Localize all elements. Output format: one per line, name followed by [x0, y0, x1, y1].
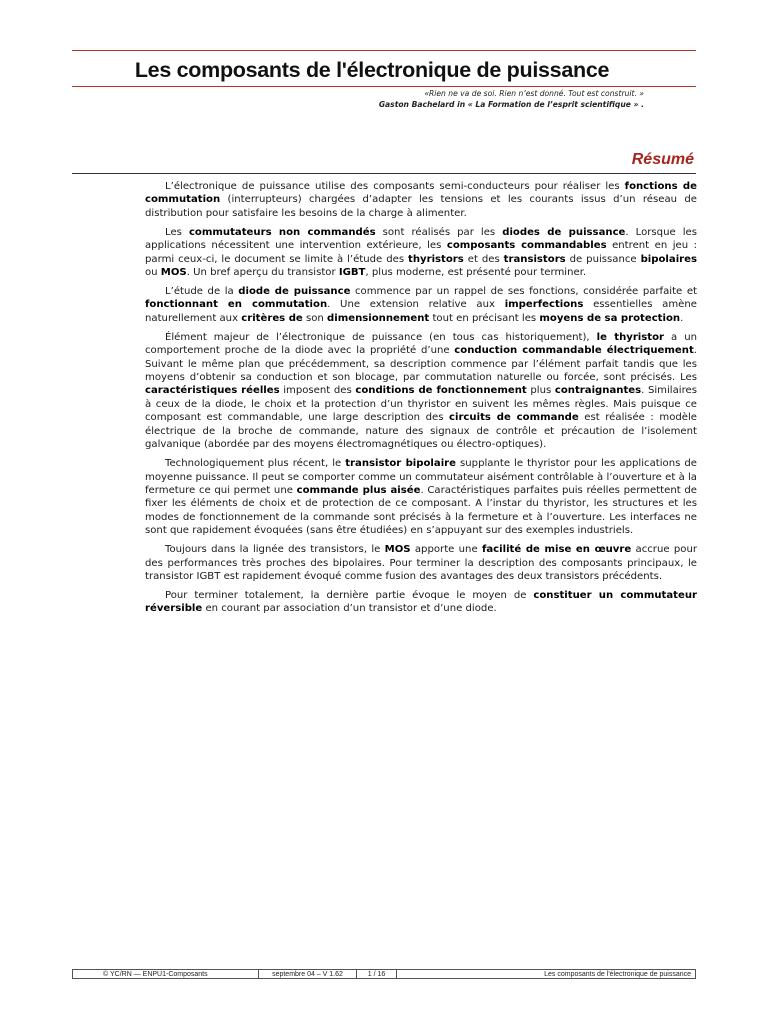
text-run: plus [526, 385, 555, 397]
bold-term: commutateurs non commandés [188, 226, 376, 238]
text-run: . Lorsque les applications nécessitent une intervention extérieure, les [145, 226, 698, 252]
text-run: . Un bref aperçu du transistor [186, 267, 339, 279]
paragraph [145, 331, 697, 452]
bold-term: transistors [503, 253, 566, 265]
bold-term: conduction commandable électriquement [454, 345, 694, 357]
epigraph-quote: «Rien ne va de soi. Rien n’est donné. Tout est construit. » [424, 89, 644, 98]
footer-version: septembre 04 – V 1.62 [259, 970, 357, 978]
text-run: , plus moderne, est présenté pour terminer. [365, 267, 587, 279]
bold-term: contraignantes [554, 385, 642, 397]
text-run: Élément majeur de l’électronique de puissance (en tous cas historiquement), [165, 331, 597, 343]
text-run: et des [463, 253, 504, 265]
bold-term: IGBT [338, 267, 366, 279]
page-footer [72, 969, 696, 979]
bold-term: transistor bipolaire [345, 458, 456, 470]
text-run: imposent des [279, 385, 356, 397]
page-title: Les composants de l'électronique de puissance [134, 58, 610, 82]
abstract-body [145, 180, 697, 621]
text-run: Technologiquement plus récent, le [165, 458, 346, 470]
text-run: ou [145, 267, 161, 279]
bold-term: MOS [384, 544, 411, 556]
bold-term: conditions de fonctionnement [355, 385, 527, 397]
text-run: Pour terminer totalement, la dernière partie évoque le moyen de [165, 589, 534, 601]
text-run: entrent en jeu : parmi ceux-ci, le document se limite à l’étude des [145, 240, 697, 265]
bold-term: bipolaires [640, 253, 697, 265]
text-run: L’électronique de puissance utilise des composants semi-conducteurs pour réaliser les [165, 181, 625, 192]
bold-term: MOS [160, 267, 187, 279]
header-top-rule [72, 50, 696, 51]
paragraph [145, 589, 697, 616]
bold-term: critères de [241, 312, 303, 324]
paragraph [145, 226, 697, 280]
text-run: son [302, 312, 328, 324]
text-run: . Caractéristiques parfaites puis réelles permettent de fixer les éléments de choix et de protection de ce composant. A l’instar du thyristor, les structures et les modes de fonctionnement de la commande sont précisés à la fermeture et à l’ouverture. Les interfaces ne sont que rapidement évoquées (sans être étudiées) en s’appuyant sur des exemples industriels. [145, 484, 698, 537]
bold-term: diodes de puissance [502, 226, 626, 238]
footer-page-number: 1 / 16 [357, 970, 397, 978]
footer-author: © YC/RN — ENPU1-Composants [73, 970, 259, 978]
bold-term: circuits de commande [449, 412, 579, 424]
text-run: Les [165, 226, 189, 238]
bold-term: dimensionnement [327, 312, 430, 324]
text-run: . Une extension relative aux [327, 299, 505, 311]
text-run: supplante le thyristor pour les applications de moyenne puissance. Il peut se comporter comme un commutateur aisément contrôlable à l’ouverture et à la fermeture ce qui permet une [145, 458, 697, 496]
epigraph [379, 88, 644, 110]
bold-term: commande plus aisée [296, 484, 421, 496]
bold-term: diode de puissance [238, 286, 351, 298]
bold-term: fonctionnant en commutation [145, 299, 328, 311]
bold-term: composants commandables [446, 240, 607, 252]
text-run: . [680, 312, 684, 324]
text-run: essentielles amène naturellement aux [145, 299, 697, 324]
text-run: a un comportement proche de la diode avec la propriété d’une [145, 331, 698, 357]
bold-term: moyens de sa protection [539, 312, 681, 324]
section-title: Résumé [631, 151, 694, 168]
paragraph [145, 180, 697, 220]
bold-term: facilité de mise en œuvre [481, 544, 632, 556]
section-rule [72, 173, 696, 174]
text-run: (interrupteurs) chargées d’adapter les tensions et les courants issus d’un réseau de distribution pour satisfaire les besoins de la charge à alimenter. [145, 194, 697, 219]
bold-term: thyristors [408, 253, 464, 265]
bold-term: imperfections [504, 299, 584, 311]
paragraph [145, 285, 697, 325]
bold-term: caractéristiques réelles [145, 385, 280, 397]
text-run: apporte une [410, 544, 482, 556]
header-bottom-rule [72, 86, 696, 87]
text-run: sont réalisés par les [375, 226, 503, 238]
bold-term: fonctions de commutation [145, 181, 697, 206]
paragraph [145, 543, 697, 583]
text-run: de puissance [565, 253, 641, 265]
footer-doc-title: Les composants de l'électronique de puissance [544, 971, 691, 978]
epigraph-author: Gaston Bachelard in « La Formation de l’esprit scientifique » . [378, 100, 644, 109]
text-run: Toujours dans la lignée des transistors, le [165, 544, 385, 556]
text-run: L’étude de la [165, 286, 239, 298]
text-run: commence par un rappel de ses fonctions, considérée parfaite et [350, 286, 697, 298]
text-run: accrue pour des performances très proches des bipolaires. Pour terminer la description des composants principaux, le transistor IGBT est rapidement évoqué comme fusion des avantages des deux transistors précédents. [145, 544, 697, 582]
bold-term: constituer un commutateur réversible [145, 589, 697, 615]
text-run: . Suivant le même plan que précédemment, sa description commence par l’élément parfait tandis que les moyens d’obtenir sa conduction et son blocage, par commutation naturelle ou forcée, sont précisés. Les [145, 345, 697, 384]
text-run: est réalisée : modèle électrique de la broche de commande, nature des signaux de contrôle et précaution de l’isolement galvanique (abordée par des moyens électromagnétiques ou électro-optiques). [145, 412, 698, 451]
text-run: tout en précisant les [429, 312, 540, 324]
text-run: . Similaires à ceux de la diode, le choix et la protection d’un thyristor en suivent les mêmes règles. Mais puisque ce composant est commandable, une large description des [145, 385, 697, 424]
text-run: en courant par association d’un transistor et d’une diode. [202, 603, 497, 615]
paragraph [145, 457, 697, 537]
bold-term: le thyristor [596, 331, 665, 343]
